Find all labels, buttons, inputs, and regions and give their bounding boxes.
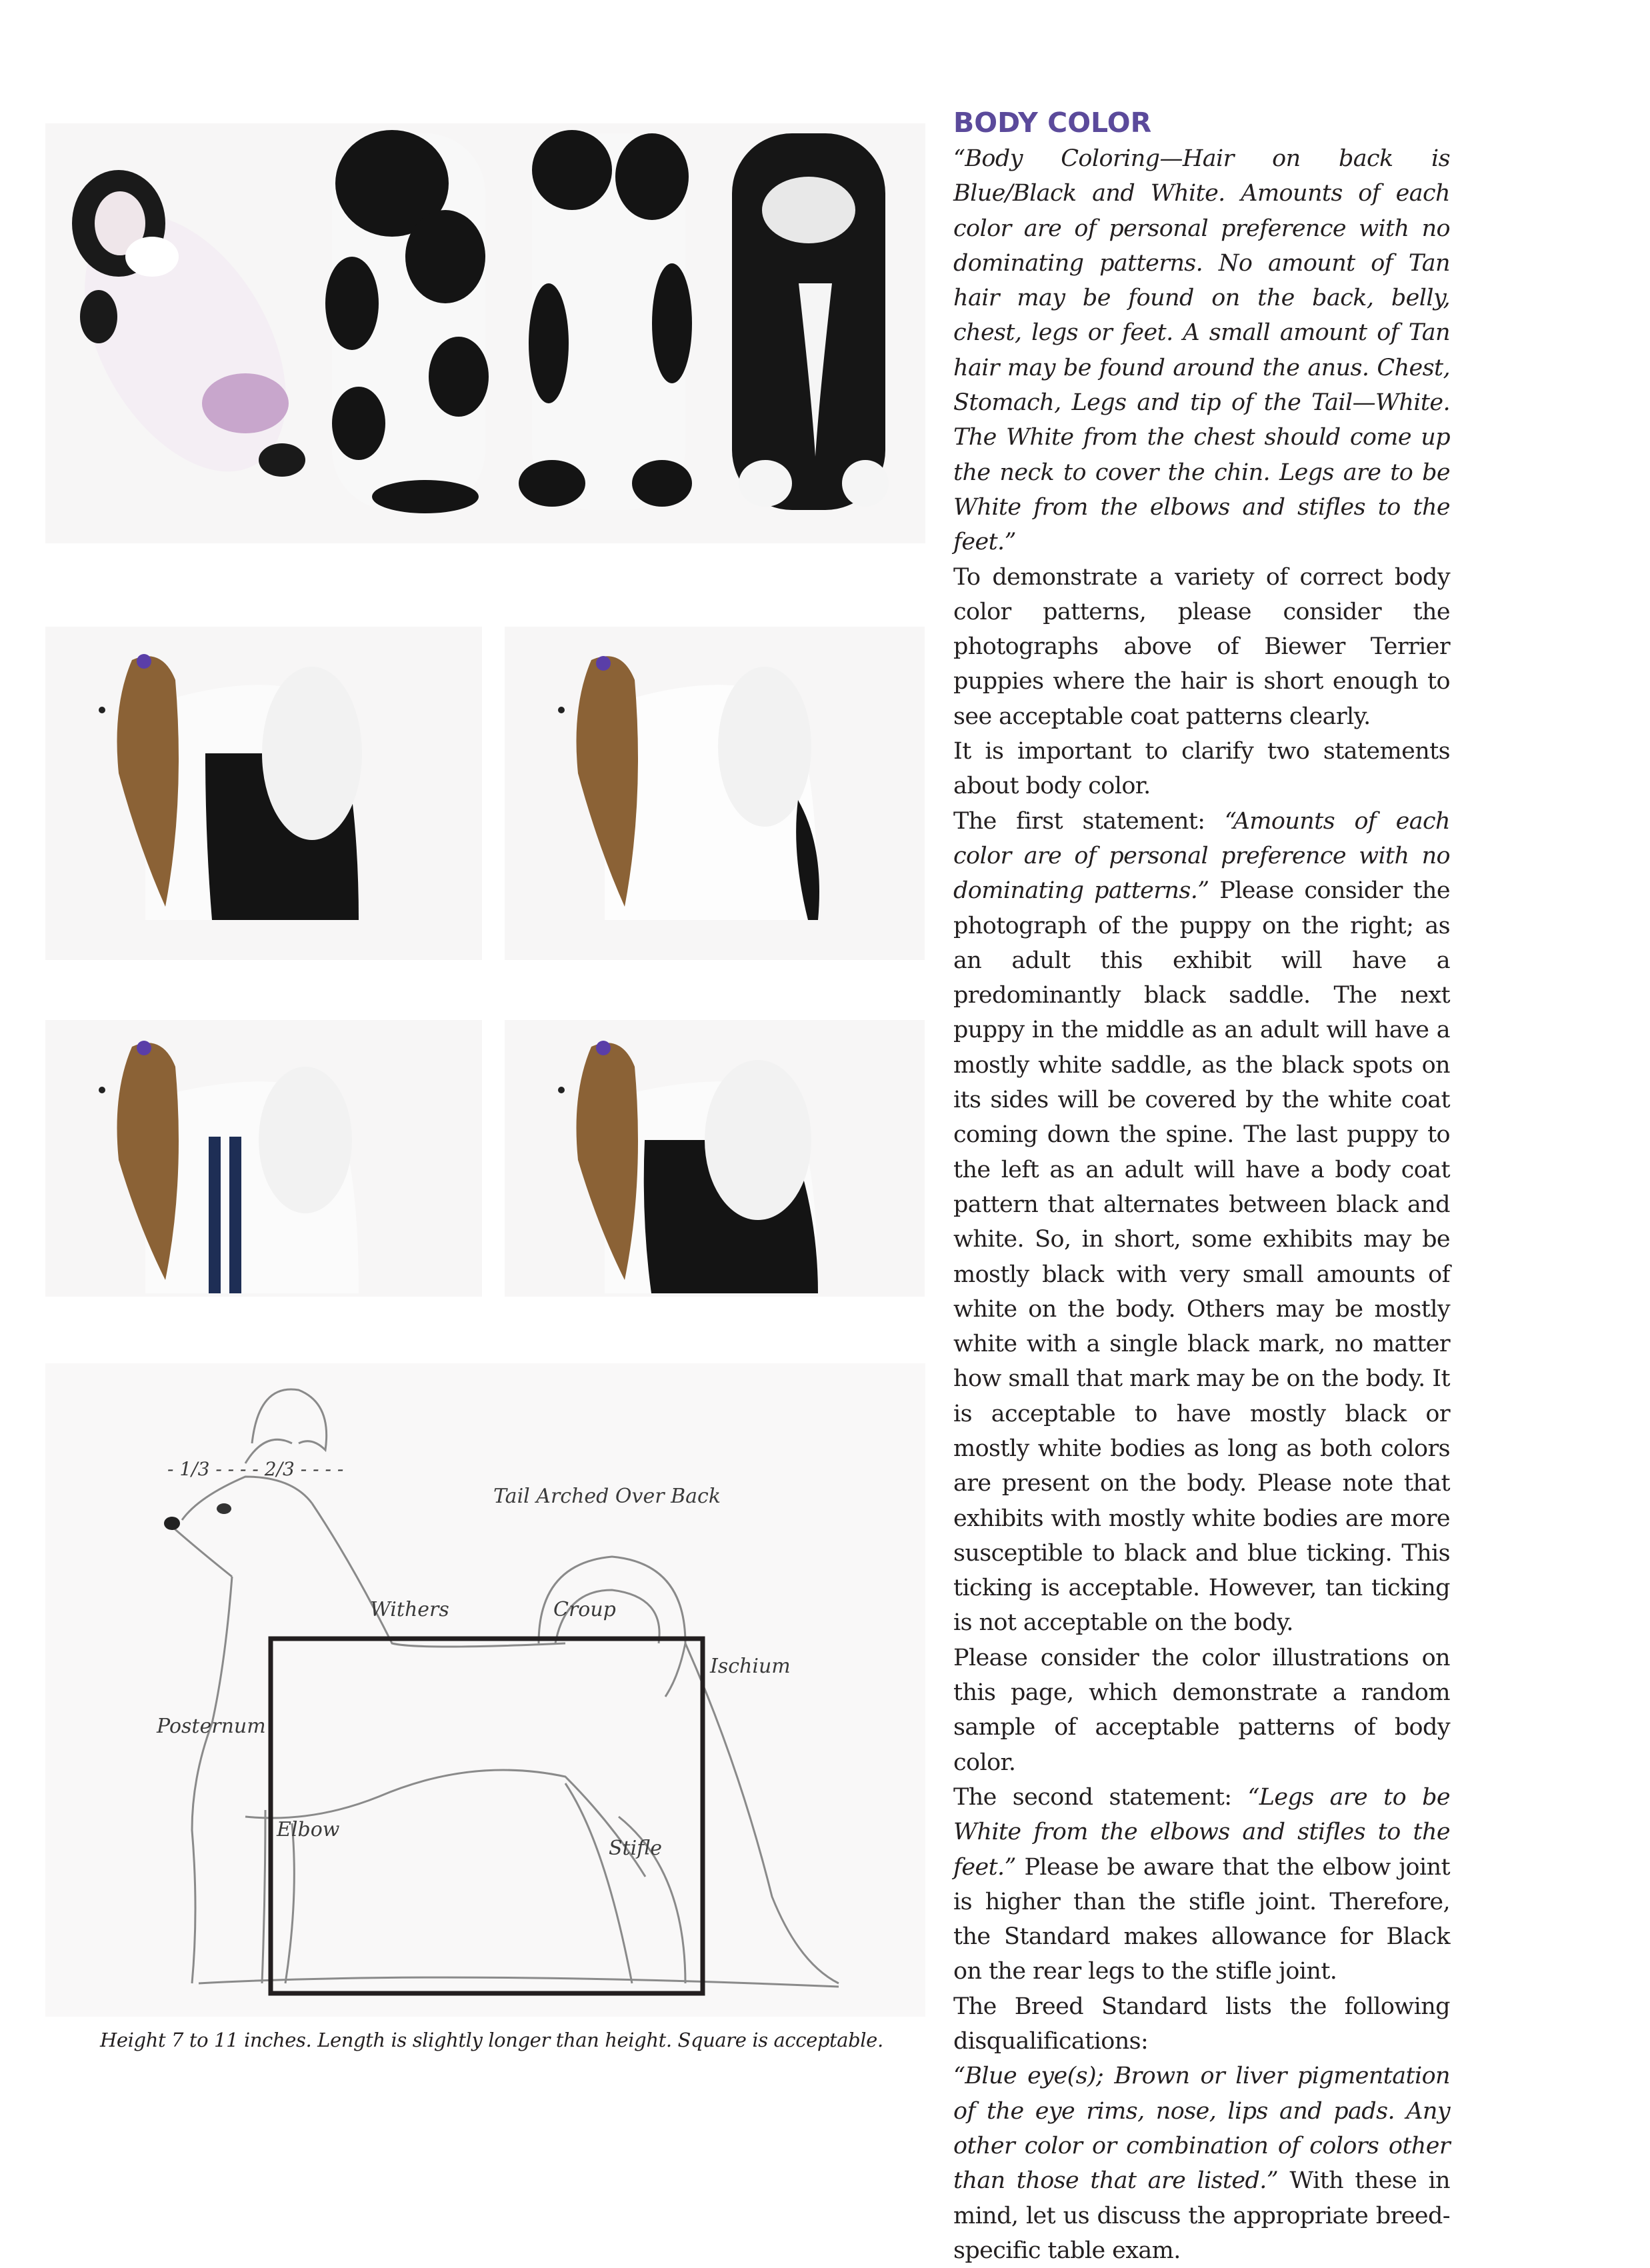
paragraph — [953, 804, 1450, 1641]
quoted-standard-text: “Body Coloring—Hair on back is Blue/Black and White. Amounts of each color are of personal preference with no dominating patterns. No amount of Tan hair may be found on the back, belly, chest, legs or feet. A small amount of Tan hair may be found around the anus. Chest, Stomach, Legs and tip of the Tail—White. The White from the chest should come up the neck to cover the chin. Legs are to be White from the elbows and stifles to the feet.” — [953, 145, 1450, 556]
paragraph — [953, 1780, 1450, 1989]
puppy-lying-image — [45, 170, 327, 506]
body-text: The Breed Standard lists the following disqualifications: — [953, 1993, 1450, 2055]
paragraph — [953, 2059, 1450, 2268]
puppy-photos-panel — [45, 123, 925, 543]
paragraph — [953, 1989, 1450, 2059]
label-stifle: Stifle — [609, 1837, 662, 1860]
label-posternum: Posternum — [157, 1715, 266, 1738]
puppy-back-view-1-image — [325, 130, 489, 513]
quoted-standard-text: “Amounts of each color are of personal preference with no dominating patterns.” — [953, 807, 1450, 905]
section-heading: BODY COLOR — [953, 107, 1152, 139]
paragraph — [953, 560, 1450, 734]
body-text: The second statement: — [953, 1783, 1248, 1811]
proportion-diagram — [45, 1363, 925, 2017]
label-elbow: Elbow — [277, 1818, 340, 1841]
quoted-standard-text: “Blue eye(s); Brown or liver pigmentation of the eye rims, nose, lips and pads. Any other color or combination of colors other than those that are listed.” — [953, 2063, 1450, 2195]
label-ischium: Ischium — [710, 1655, 791, 1678]
body-text: Please consider the photograph of the puppy on the right; as an adult this exhibit will have a predominantly black saddle. The next puppy in the middle as an adult will have a mostly white saddle, as the black spots on its sides will be covered by the white coat coming down the spine. The last puppy to the left as an adult will have a body coat pattern that alternates between black and white. So, in short, some exhibits may be mostly black with very small amounts of white on the body. Others may be mostly white with a single black mark, no matter how small that mark may be on the body. It is acceptable to have mostly black or mostly white bodies as long as both colors are present on the body. Please note that exhibits with mostly white bodies are more susceptible to black and blue ticking. This ticking is acceptable. However, tan ticking is not acceptable on the body. — [953, 877, 1450, 1637]
label-tail-arched: Tail Arched Over Back — [493, 1485, 721, 1508]
body-color-article — [953, 107, 1450, 2268]
illustration-blue-bands — [45, 1020, 482, 1297]
paragraph — [953, 734, 1450, 804]
quoted-standard-text: “Legs are to be White from the elbows and stifles to the feet.” — [953, 1783, 1451, 1881]
paragraph — [953, 141, 1450, 560]
label-withers: Withers — [370, 1598, 449, 1621]
proportion-marker: - 1/3 - - - - 2/3 - - - - — [167, 1458, 344, 1480]
diagram-caption: Height 7 to 11 inches. Length is slightly longer than height. Square is acceptable. — [100, 2029, 883, 2051]
puppy-back-view-2-image — [519, 130, 692, 510]
illustration-white-saddle — [505, 627, 925, 960]
body-text: To demonstrate a variety of correct body color patterns, please consider the photographs above of Biewer Terrier puppies where the hair is short enough to see acceptable coat patterns clearly. — [953, 563, 1450, 730]
puppy-back-view-3-image — [732, 133, 889, 510]
article-paragraphs — [953, 141, 1450, 2268]
body-text: Please be aware that the elbow joint is higher than the stifle joint. Therefore, the Standard makes allowance for Black on the rear legs to the stifle joint. — [953, 1853, 1450, 1985]
body-text: The first statement: — [953, 807, 1225, 835]
illustration-mixed-saddle — [505, 1020, 925, 1297]
body-text: Please consider the color illustrations on this page, which demonstrate a random sample of acceptable patterns of body color. — [953, 1644, 1450, 1776]
illustration-black-saddle — [45, 627, 482, 960]
paragraph — [953, 1641, 1450, 1780]
body-text: With these in mind, let us discuss the appropriate breed-specific table exam. — [953, 2167, 1451, 2264]
body-text: It is important to clarify two statements about body color. — [953, 738, 1450, 800]
label-croup: Croup — [553, 1598, 616, 1621]
